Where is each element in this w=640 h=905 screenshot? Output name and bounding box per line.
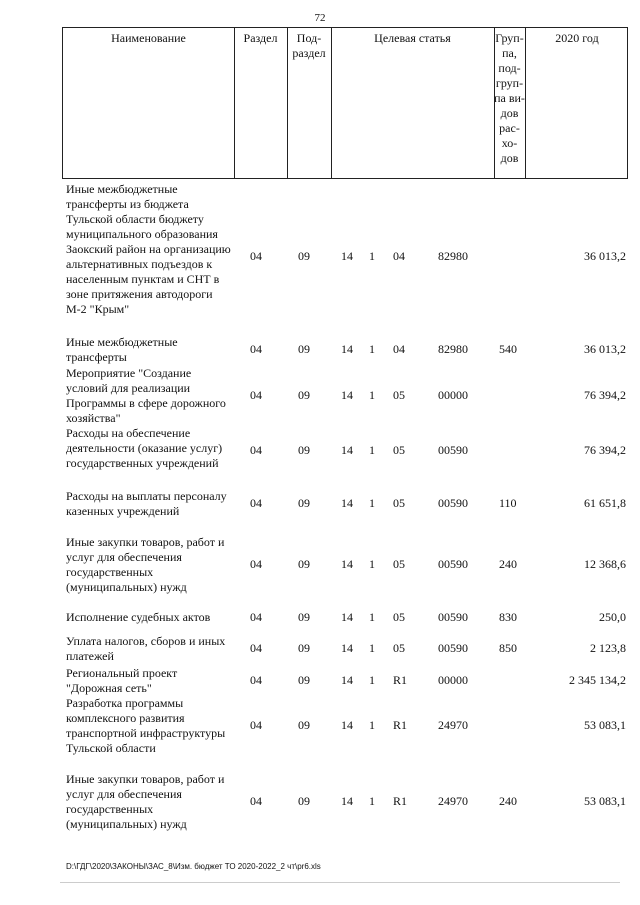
target-subprogram-cell: 1 [369,496,375,510]
table-row [0,772,640,832]
target-code-cell: 24970 [438,718,468,732]
target-subprogram-cell: 1 [369,673,375,687]
target-subprogram-cell: 1 [369,641,375,655]
subsection-cell: 09 [298,342,310,356]
target-event-cell: 05 [393,443,405,457]
target-code-cell: 24970 [438,794,468,808]
target-program-cell: 14 [341,641,353,655]
group-cell: 240 [499,557,517,571]
subsection-cell: 09 [298,641,310,655]
target-program-cell: 14 [341,673,353,687]
target-program-cell: 14 [341,496,353,510]
target-code-cell: 00000 [438,388,468,402]
target-program-cell: 14 [341,610,353,624]
subsection-cell: 09 [298,249,310,263]
group-cell: 850 [499,641,517,655]
amount-cell: 53 083,1 [584,794,626,808]
target-program-cell: 14 [341,342,353,356]
target-program-cell: 14 [341,443,353,457]
subsection-cell: 09 [298,718,310,732]
section-cell: 04 [250,443,262,457]
section-cell: 04 [250,388,262,402]
target-program-cell: 14 [341,794,353,808]
row-name: Региональный проект "Дорожная сеть" [66,666,178,695]
target-event-cell: R1 [393,673,408,687]
target-subprogram-cell: 1 [369,557,375,571]
row-name: Иные межбюджетные трансферты из бюджета Тульской области бюджету муниципального образования Заокский район на организацию альтернативных подъездов к населенным пунктам и СНТ в зоне притяжения автодороги М-2 "Крым" [66,182,231,316]
group-cell: 240 [499,794,517,808]
target-subprogram-cell: 1 [369,342,375,356]
subsection-cell: 09 [298,443,310,457]
header-subsection: Под- раздел [292,31,326,60]
target-code-cell: 00590 [438,443,468,457]
target-code-cell: 82980 [438,249,468,263]
section-cell: 04 [250,496,262,510]
target-program-cell: 14 [341,718,353,732]
group-cell: 110 [499,496,517,510]
target-event-cell: 05 [393,388,405,402]
table-row [0,634,640,664]
header-section: Раздел [243,31,278,45]
target-subprogram-cell: 1 [369,794,375,808]
target-code-cell: 00000 [438,673,468,687]
row-name: Уплата налогов, сборов и иных платежей [66,634,226,663]
amount-cell: 36 013,2 [584,249,626,263]
target-event-cell: 04 [393,249,405,263]
table-row [0,335,640,365]
header-group: Груп- па, под- груп- па ви- дов рас- хо- дов [494,31,525,165]
section-cell: 04 [250,249,262,263]
subsection-cell: 09 [298,794,310,808]
amount-cell: 2 345 134,2 [569,673,626,687]
amount-cell: 76 394,2 [584,388,626,402]
target-program-cell: 14 [341,249,353,263]
subsection-cell: 09 [298,388,310,402]
target-program-cell: 14 [341,388,353,402]
table-header [62,27,628,179]
target-code-cell: 00590 [438,496,468,510]
amount-cell: 12 368,6 [584,557,626,571]
target-event-cell: 05 [393,496,405,510]
section-cell: 04 [250,673,262,687]
row-name: Мероприятие "Создание условий для реализации Программы в сфере дорожного хозяйства" [66,366,226,425]
target-subprogram-cell: 1 [369,718,375,732]
row-name: Исполнение судебных актов [66,610,211,624]
table-row [0,426,640,476]
row-name: Иные межбюджетные трансферты [66,335,178,364]
table-row [0,610,640,626]
row-name: Разработка программы комплексного развития транспортной инфраструктуры Тульской области [66,696,226,755]
table-row [0,666,640,696]
section-cell: 04 [250,718,262,732]
header-name: Наименование [111,31,186,45]
row-name: Расходы на обеспечение деятельности (оказание услуг) государственных учреждений [66,426,223,470]
target-event-cell: R1 [393,794,408,808]
subsection-cell: 09 [298,496,310,510]
table-row [0,535,640,595]
section-cell: 04 [250,641,262,655]
section-cell: 04 [250,610,262,624]
file-path: D:\ГДГ\2020\ЗАКОНЫ\ЗАС_8\Изм. бюджет ТО 2020-2022_2 чт\pr6.xls [66,862,321,871]
target-code-cell: 00590 [438,557,468,571]
table-row [0,489,640,519]
target-code-cell: 00590 [438,641,468,655]
amount-cell: 2 123,8 [590,641,626,655]
subsection-cell: 09 [298,610,310,624]
page-number: 72 [314,12,326,24]
target-subprogram-cell: 1 [369,610,375,624]
amount-cell: 53 083,1 [584,718,626,732]
subsection-cell: 09 [298,673,310,687]
table-row [0,366,640,426]
target-event-cell: R1 [393,718,408,732]
amount-cell: 250,0 [599,610,626,624]
row-name: Расходы на выплаты персоналу казенных учреждений [66,489,227,518]
header-year: 2020 год [555,31,599,45]
table-row [0,696,640,756]
target-event-cell: 05 [393,610,405,624]
header-target: Целевая статья [374,31,451,45]
amount-cell: 76 394,2 [584,443,626,457]
row-name: Иные закупки товаров, работ и услуг для обеспечения государственных (муниципальных) нужд [66,535,225,594]
target-event-cell: 04 [393,342,405,356]
target-subprogram-cell: 1 [369,388,375,402]
target-subprogram-cell: 1 [369,249,375,263]
target-event-cell: 05 [393,557,405,571]
section-cell: 04 [250,794,262,808]
target-code-cell: 00590 [438,610,468,624]
table-row [0,182,640,332]
footer-divider [60,882,620,883]
target-program-cell: 14 [341,557,353,571]
group-cell: 540 [499,342,517,356]
row-name: Иные закупки товаров, работ и услуг для обеспечения государственных (муниципальных) нужд [66,772,225,831]
target-code-cell: 82980 [438,342,468,356]
section-cell: 04 [250,342,262,356]
target-subprogram-cell: 1 [369,443,375,457]
amount-cell: 36 013,2 [584,342,626,356]
amount-cell: 61 651,8 [584,496,626,510]
group-cell: 830 [499,610,517,624]
section-cell: 04 [250,557,262,571]
subsection-cell: 09 [298,557,310,571]
target-event-cell: 05 [393,641,405,655]
